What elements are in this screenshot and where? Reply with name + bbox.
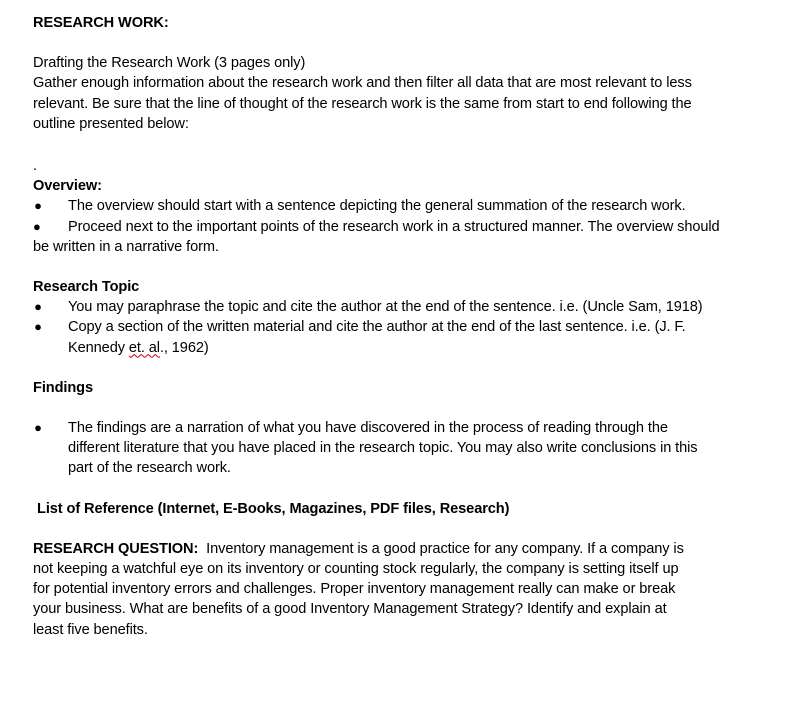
- findings-list: [33, 418, 733, 479]
- research-topic-item-2-before: Copy a section of the written material and cite the author at the end of the last sentence. i.e. (J. F. Kennedy: [68, 319, 686, 356]
- spacer: [33, 358, 733, 378]
- research-question-paragraph: [33, 539, 693, 640]
- spacer: [33, 134, 733, 154]
- intro-line-1: Drafting the Research Work (3 pages only): [33, 55, 306, 72]
- findings-item-1: The findings are a narration of what you have discovered in the process of reading through the different literature that you have placed in the research topic. You may also write conclusions in this part of the research work.: [68, 420, 698, 477]
- document-body: [33, 13, 733, 640]
- list-item: [33, 418, 733, 479]
- stray-dot: .: [33, 158, 37, 175]
- references-title: List of Reference (Internet, E-Books, Magazines, PDF files, Research): [37, 500, 510, 517]
- research-question-text: Inventory management is a good practice for any company. If a company is not keeping a watchful eye on its inventory or counting stock regularly, the company is setting itself up for potential inventory errors and challenges. Proper inventory management really can make or break your business. What are benefits of a good Inventory Management Strategy? Identify and explain at least five benefits.: [33, 540, 684, 638]
- overview-title: Overview:: [33, 178, 102, 195]
- intro-paragraph: Gather enough information about the research work and then filter all data that are most relevant to less relevant. Be sure that the line of thought of the research work is the same from start to end following the outline presented below:: [33, 75, 692, 132]
- research-topic-item-1: You may paraphrase the topic and cite the author at the end of the sentence. i.e. (Uncle Sam, 1918): [68, 299, 703, 316]
- bullet-icon: ●: [34, 198, 42, 214]
- research-question-label: RESEARCH QUESTION:: [33, 540, 199, 557]
- research-topic-title: Research Topic: [33, 279, 140, 296]
- findings-title: Findings: [33, 379, 93, 396]
- research-topic-item-2-after: ., 1962): [159, 339, 209, 356]
- bullet-icon: ●: [34, 420, 42, 436]
- research-topic-list: [33, 297, 733, 358]
- list-item: [33, 297, 733, 317]
- spacer: [33, 479, 733, 499]
- overview-item-2: Proceed next to the important points of the research work in a structured manner. The overview should be written in a narrative form.: [33, 218, 720, 255]
- bullet-icon: ●: [34, 299, 42, 315]
- bullet-icon: ●: [34, 319, 42, 335]
- spacer: [33, 33, 733, 53]
- spacer: [33, 257, 733, 277]
- spellcheck-flagged-word[interactable]: et. al: [128, 339, 160, 356]
- list-item: [33, 196, 733, 216]
- document-heading: RESEARCH WORK:: [33, 15, 169, 31]
- list-item: [33, 317, 733, 357]
- spacer: [33, 519, 733, 539]
- spacer: [33, 398, 733, 418]
- overview-list: [33, 196, 733, 216]
- overview-item-1: The overview should start with a sentence depicting the general summation of the research work.: [68, 198, 686, 215]
- bullet-icon: ●: [33, 218, 41, 234]
- overview-item-2-paragraph: [33, 217, 723, 257]
